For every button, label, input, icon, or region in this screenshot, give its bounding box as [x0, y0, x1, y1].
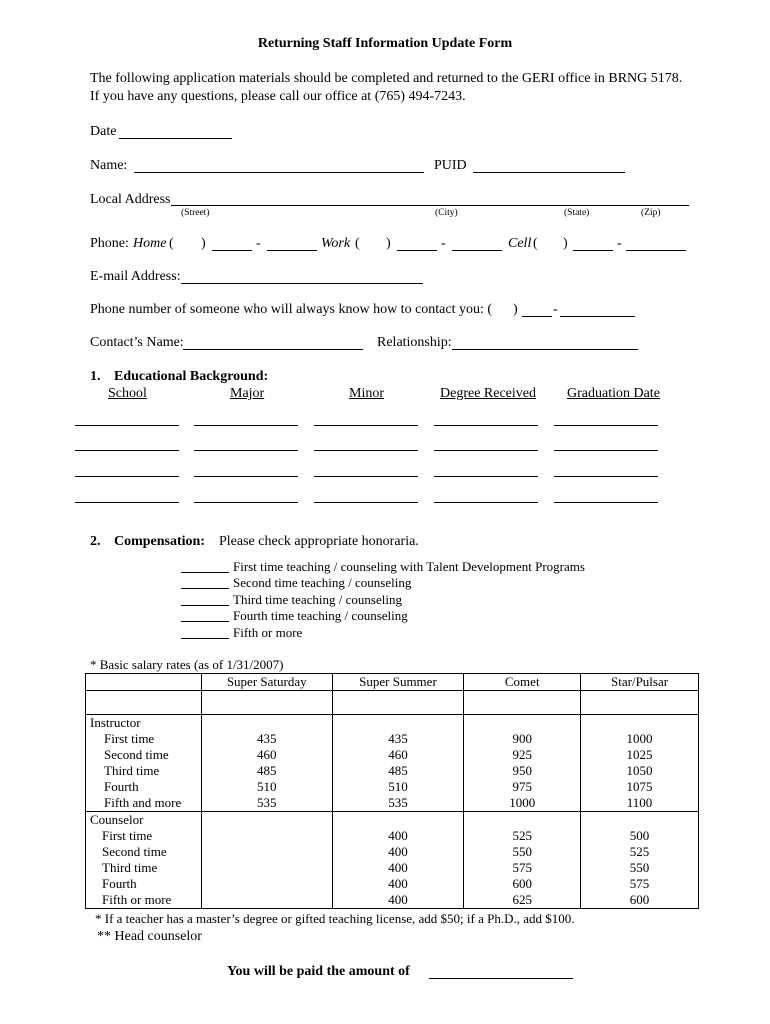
- row-label: Second time: [86, 844, 202, 860]
- table-cell: 600: [581, 892, 699, 909]
- salary-header-row: [86, 674, 699, 691]
- header-cell-blank: [86, 674, 202, 691]
- work-paren-close: ): [386, 236, 391, 251]
- home-dash: -: [256, 236, 261, 251]
- table-cell: 460: [201, 747, 332, 763]
- home-phone-number-field[interactable]: [267, 250, 317, 251]
- header-super-saturday: Super Saturday: [201, 674, 332, 691]
- table-cell: [464, 812, 581, 829]
- option-1-label: First time teaching / counseling with Talent Development Programs: [233, 559, 585, 574]
- table-cell: [464, 715, 581, 732]
- table-row: [86, 779, 699, 795]
- row-label: Fourth: [86, 779, 202, 795]
- table-cell: 400: [332, 876, 464, 892]
- table-row: [86, 892, 699, 909]
- option-2-label: Second time teaching / counseling: [233, 575, 412, 590]
- table-cell: 510: [332, 779, 464, 795]
- table-cell: 525: [581, 844, 699, 860]
- street-caption: (Street): [181, 208, 210, 218]
- table-cell: 550: [464, 844, 581, 860]
- table-cell: 1100: [581, 795, 699, 812]
- work-dash: -: [441, 236, 446, 251]
- payment-amount-field[interactable]: [429, 978, 573, 979]
- home-phone-prefix-field[interactable]: [212, 250, 252, 251]
- col-minor: Minor: [349, 386, 384, 401]
- row-label: Fifth or more: [86, 892, 202, 909]
- edu-row3-major[interactable]: [194, 476, 298, 477]
- edu-row2-major[interactable]: [194, 450, 298, 451]
- row-label: First time: [86, 828, 202, 844]
- work-paren-open: (: [355, 236, 360, 251]
- table-cell: 1050: [581, 763, 699, 779]
- edu-row2-minor[interactable]: [314, 450, 418, 451]
- col-graduation: Graduation Date: [567, 386, 660, 401]
- cell-paren-close: ): [563, 236, 568, 251]
- local-address-label: Local Address: [90, 192, 171, 207]
- table-cell: 460: [332, 747, 464, 763]
- contact-phone-number-field[interactable]: [560, 316, 635, 317]
- edu-row4-major[interactable]: [194, 502, 298, 503]
- table-cell: 435: [332, 731, 464, 747]
- contact-name-label: Contact’s Name:: [90, 335, 184, 350]
- salary-table: [85, 673, 699, 909]
- spacer-cell: [464, 691, 581, 715]
- spacer-cell: [86, 691, 202, 715]
- option-5-check[interactable]: [181, 638, 229, 639]
- edu-row1-school[interactable]: [75, 425, 179, 426]
- relationship-field[interactable]: [452, 349, 638, 350]
- edu-row1-degree[interactable]: [434, 425, 538, 426]
- col-degree: Degree Received: [440, 386, 536, 401]
- edu-row3-graduation[interactable]: [554, 476, 658, 477]
- intro-line-2: If you have any questions, please call our office at (765) 494-7243.: [90, 89, 466, 104]
- contact-phone-label: Phone number of someone who will always know how to contact you: (: [90, 302, 493, 317]
- edu-row1-major[interactable]: [194, 425, 298, 426]
- city-caption: (City): [435, 208, 458, 218]
- table-cell: 1025: [581, 747, 699, 763]
- table-cell: 525: [464, 828, 581, 844]
- table-cell: 900: [464, 731, 581, 747]
- row-label: Third time: [86, 763, 202, 779]
- edu-row4-school[interactable]: [75, 502, 179, 503]
- table-cell: 485: [332, 763, 464, 779]
- row-label: Fifth and more: [86, 795, 202, 812]
- row-label: First time: [86, 731, 202, 747]
- instructor-section-row: [86, 715, 699, 732]
- table-cell: 550: [581, 860, 699, 876]
- table-cell: [201, 876, 332, 892]
- table-cell: [201, 812, 332, 829]
- edu-row1-minor[interactable]: [314, 425, 418, 426]
- edu-row2-degree[interactable]: [434, 450, 538, 451]
- state-caption: (State): [564, 208, 590, 218]
- table-cell: [201, 844, 332, 860]
- contact-dash: -: [553, 302, 558, 317]
- intro-line-1: The following application materials should be completed and returned to the GERI office in BRNG 5178.: [90, 71, 683, 86]
- spacer-cell: [581, 691, 699, 715]
- contact-paren-close: ): [513, 302, 518, 317]
- table-row: [86, 828, 699, 844]
- footnote-degree: * If a teacher has a master’s degree or gifted teaching license, add $50; if a Ph.D., add $100.: [95, 911, 575, 926]
- table-cell: 600: [464, 876, 581, 892]
- row-label: Second time: [86, 747, 202, 763]
- date-label: Date: [90, 124, 117, 139]
- option-3-label: Third time teaching / counseling: [233, 592, 402, 607]
- header-comet: Comet: [464, 674, 581, 691]
- table-row: [86, 731, 699, 747]
- salary-spacer-row: [86, 691, 699, 715]
- home-label: Home: [133, 236, 167, 251]
- table-cell: [201, 715, 332, 732]
- work-phone-number-field[interactable]: [452, 250, 502, 251]
- col-major: Major: [230, 386, 265, 401]
- table-row: [86, 763, 699, 779]
- table-cell: 1000: [581, 731, 699, 747]
- table-cell: 400: [332, 844, 464, 860]
- edu-row3-degree[interactable]: [434, 476, 538, 477]
- home-paren-open: (: [169, 236, 174, 251]
- table-cell: 535: [332, 795, 464, 812]
- table-cell: 975: [464, 779, 581, 795]
- table-cell: 435: [201, 731, 332, 747]
- table-cell: 400: [332, 892, 464, 909]
- edu-row3-minor[interactable]: [314, 476, 418, 477]
- option-5-label: Fifth or more: [233, 625, 303, 640]
- table-row: [86, 747, 699, 763]
- table-row: [86, 860, 699, 876]
- edu-row4-degree[interactable]: [434, 502, 538, 503]
- edu-row2-school[interactable]: [75, 450, 179, 451]
- puid-label: PUID: [434, 158, 467, 173]
- table-cell: 400: [332, 860, 464, 876]
- local-address-field[interactable]: [171, 205, 689, 206]
- option-1-check[interactable]: [181, 572, 229, 573]
- option-4-check[interactable]: [181, 621, 229, 622]
- compensation-number: 2.: [90, 534, 101, 549]
- work-label: Work: [321, 236, 351, 251]
- table-cell: 575: [464, 860, 581, 876]
- counselor-label: Counselor: [86, 812, 202, 829]
- footnote-head-counselor: ** Head counselor: [97, 929, 202, 944]
- col-school: School: [108, 386, 147, 401]
- relationship-label: Relationship:: [377, 335, 452, 350]
- table-cell: 535: [201, 795, 332, 812]
- table-row: [86, 876, 699, 892]
- option-4-label: Fourth time teaching / counseling: [233, 608, 408, 623]
- table-cell: 625: [464, 892, 581, 909]
- table-row: [86, 795, 699, 812]
- instructor-label: Instructor: [86, 715, 202, 732]
- puid-field[interactable]: [473, 172, 625, 173]
- edu-row2-graduation[interactable]: [554, 450, 658, 451]
- email-field[interactable]: [181, 283, 423, 284]
- header-super-summer: Super Summer: [332, 674, 464, 691]
- table-cell: [201, 860, 332, 876]
- name-field[interactable]: [134, 172, 424, 173]
- table-cell: [581, 715, 699, 732]
- education-heading: Educational Background:: [114, 369, 269, 384]
- cell-phone-prefix-field[interactable]: [573, 250, 613, 251]
- work-phone-prefix-field[interactable]: [397, 250, 437, 251]
- cell-phone-number-field[interactable]: [626, 250, 686, 251]
- table-cell: 400: [332, 828, 464, 844]
- table-cell: [581, 812, 699, 829]
- form-title: Returning Staff Information Update Form: [257, 36, 513, 51]
- contact-name-field[interactable]: [183, 349, 363, 350]
- table-cell: [201, 828, 332, 844]
- edu-row4-graduation[interactable]: [554, 502, 658, 503]
- contact-phone-prefix-field[interactable]: [522, 316, 552, 317]
- table-cell: 510: [201, 779, 332, 795]
- name-label: Name:: [90, 158, 128, 173]
- edu-row3-school[interactable]: [75, 476, 179, 477]
- header-star-pulsar: Star/Pulsar: [581, 674, 699, 691]
- education-number: 1.: [90, 369, 101, 384]
- cell-dash: -: [617, 236, 622, 251]
- option-3-check[interactable]: [181, 605, 229, 606]
- table-cell: [201, 892, 332, 909]
- row-label: Fourth: [86, 876, 202, 892]
- salary-caption: * Basic salary rates (as of 1/31/2007): [90, 657, 284, 672]
- table-cell: 1000: [464, 795, 581, 812]
- zip-caption: (Zip): [641, 208, 661, 218]
- table-cell: 950: [464, 763, 581, 779]
- date-field[interactable]: [119, 138, 232, 139]
- cell-paren-open: (: [533, 236, 538, 251]
- phone-label: Phone:: [90, 236, 129, 251]
- table-cell: 575: [581, 876, 699, 892]
- edu-row1-graduation[interactable]: [554, 425, 658, 426]
- table-row: [86, 844, 699, 860]
- option-2-check[interactable]: [181, 588, 229, 589]
- table-cell: [332, 812, 464, 829]
- counselor-section-row: [86, 812, 699, 829]
- spacer-cell: [201, 691, 332, 715]
- table-cell: 1075: [581, 779, 699, 795]
- email-label: E-mail Address:: [90, 269, 181, 284]
- table-cell: [332, 715, 464, 732]
- table-cell: 485: [201, 763, 332, 779]
- compensation-instruction: Please check appropriate honoraria.: [219, 534, 419, 549]
- cell-label: Cell: [508, 236, 532, 251]
- spacer-cell: [332, 691, 464, 715]
- table-cell: 500: [581, 828, 699, 844]
- edu-row4-minor[interactable]: [314, 502, 418, 503]
- home-paren-close: ): [201, 236, 206, 251]
- table-cell: 925: [464, 747, 581, 763]
- row-label: Third time: [86, 860, 202, 876]
- compensation-heading: Compensation:: [114, 534, 206, 549]
- payment-label: You will be paid the amount of: [227, 964, 410, 979]
